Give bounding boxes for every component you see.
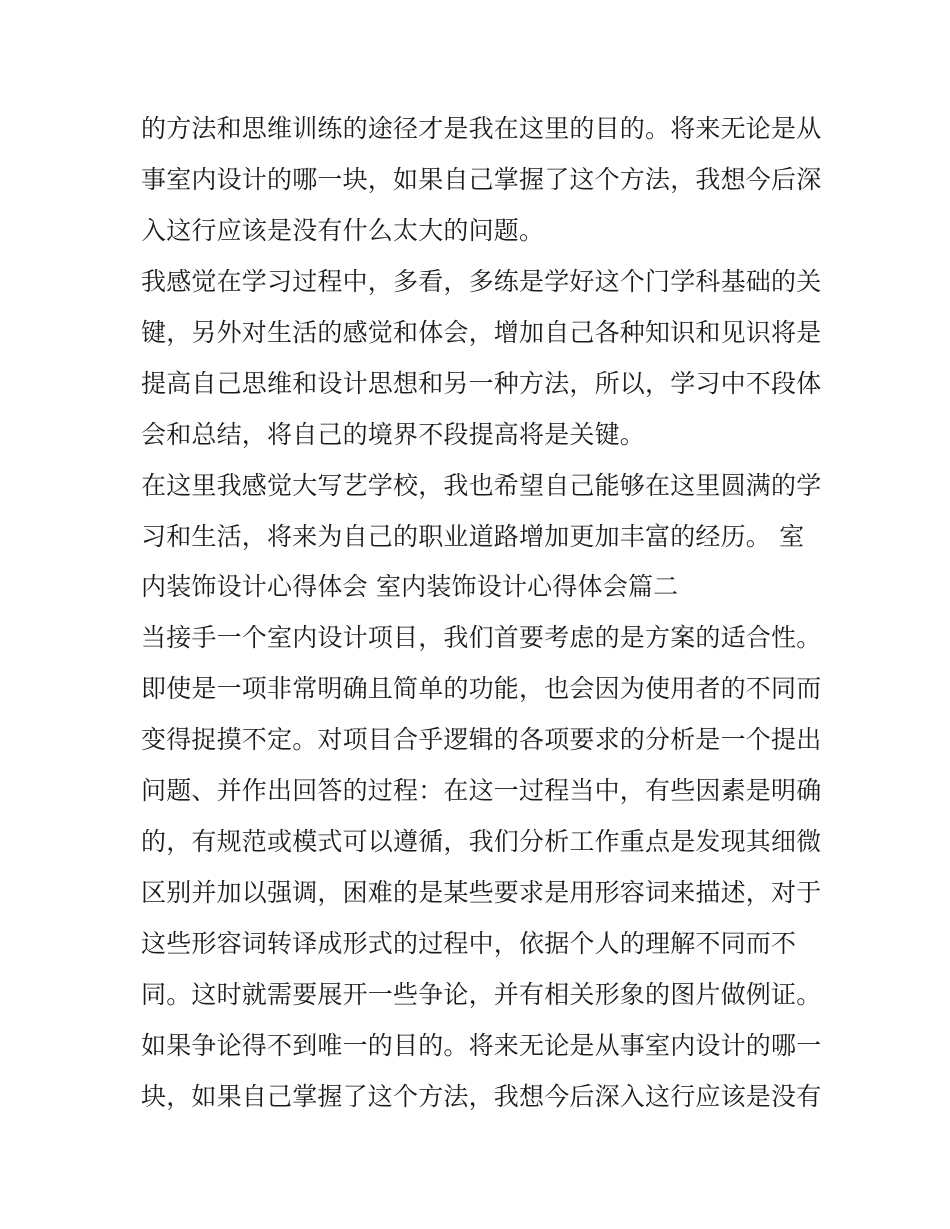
text-line: 问题、并作出回答的过程：在这一过程当中，有些因素是明确 — [141, 776, 822, 805]
text-line: 区别并加以强调，困难的是某些要求是用形容词来描述，对于 — [141, 878, 822, 907]
text-line: 块，如果自己掌握了这个方法，我想今后深入这行应该是没有 — [141, 1082, 822, 1111]
text-line: 我感觉在学习过程中，多看，多练是学好这个门学科基础的关 — [141, 267, 822, 296]
text-line: 即使是一项非常明确且简单的功能，也会因为使用者的不同而 — [141, 674, 822, 703]
text-line: 的方法和思维训练的途径才是我在这里的目的。将来无论是从 — [141, 114, 822, 143]
text-line: 变得捉摸不定。对项目合乎逻辑的各项要求的分析是一个提出 — [141, 725, 822, 754]
text-line: 内装饰设计心得体会 室内装饰设计心得体会篇二 — [141, 572, 679, 601]
text-line: 这些形容词转译成形式的过程中，依据个人的理解不同而不 — [141, 929, 797, 958]
text-line: 的，有规范或模式可以遵循，我们分析工作重点是发现其细微 — [141, 827, 822, 856]
text-line: 当接手一个室内设计项目，我们首要考虑的是方案的适合性。 — [141, 623, 822, 652]
text-line: 会和总结，将自己的境界不段提高将是关键。 — [141, 420, 646, 449]
text-line: 在这里我感觉大写艺学校，我也希望自己能够在这里圆满的学 — [141, 471, 822, 500]
text-line: 入这行应该是没有什么太大的问题。 — [141, 216, 545, 245]
text-line: 提高自己思维和设计思想和另一种方法，所以，学习中不段体 — [141, 369, 822, 398]
text-line: 同。这时就需要展开一些争论，并有相关形象的图片做例证。 — [141, 980, 822, 1009]
text-line: 如果争论得不到唯一的目的。将来无论是从事室内设计的哪一 — [141, 1031, 822, 1060]
text-line: 键，另外对生活的感觉和体会，增加自己各种知识和见识将是 — [141, 318, 822, 347]
text-line: 习和生活，将来为自己的职业道路增加更加丰富的经历。 室 — [141, 522, 805, 551]
text-line: 事室内设计的哪一块，如果自己掌握了这个方法，我想今后深 — [141, 165, 822, 194]
